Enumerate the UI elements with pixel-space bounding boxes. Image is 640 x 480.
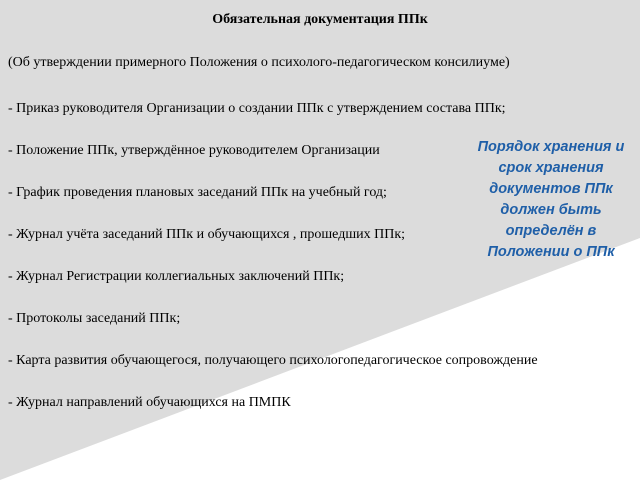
subtitle: (Об утверждении примерного Положения о психолого-педагогическом консилиуме) [8, 55, 510, 70]
list-item: - График проведения плановых заседаний ППк на учебный год; [8, 185, 387, 200]
list-item: - Журнал учёта заседаний ППк и обучающихся , прошедших ППк; [8, 227, 406, 242]
list-item: - Положение ППк, утверждённое руководителем Организации [8, 143, 380, 158]
list-item: - Протоколы заседаний ППк; [8, 311, 181, 326]
list-item: - Карта развития обучающегося, получающего психологопедагогическое сопровождение [8, 353, 538, 368]
page-title: Обязательная документация ППк [212, 12, 428, 27]
document-list [8, 100, 538, 436]
list-item: - Приказ руководителя Организации о создании ППк с утверждением состава ППк; [8, 101, 506, 116]
list-item: - Журнал Регистрации коллегиальных заключений ППк; [8, 269, 345, 284]
storage-note: Порядок хранения и срок хранения документов ППк должен быть определён в Положении о ППк [477, 139, 625, 260]
list-item: - Журнал направлений обучающихся на ПМПК [8, 395, 291, 410]
